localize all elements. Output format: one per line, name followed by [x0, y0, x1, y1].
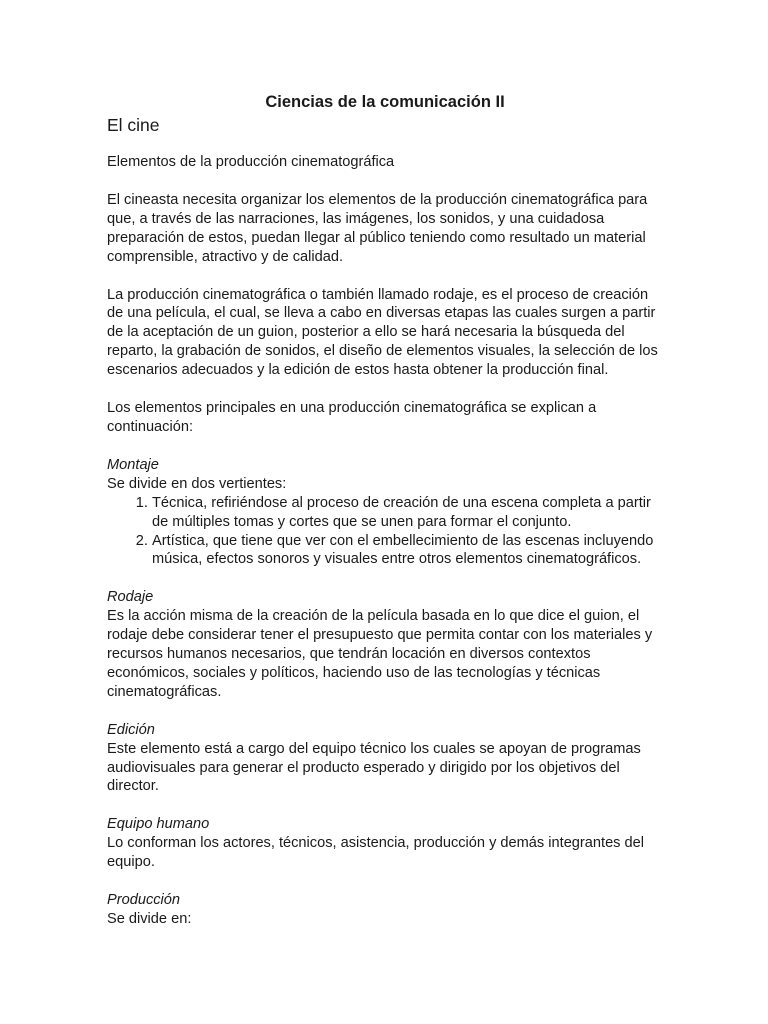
- montaje-list-item-1: 1. Técnica, refiriéndose al proceso de creación de una escena completa a partir de múltiples tomas y cortes que se unen para formar el conjunto.: [152, 494, 663, 532]
- equipo-text: Lo conforman los actores, técnicos, asistencia, producción y demás integrantes del equipo.: [107, 835, 645, 871]
- intro-paragraph-3: Los elementos principales en una producción cinematográfica se explican a continuación:: [107, 400, 597, 435]
- montaje-list: [107, 494, 663, 570]
- montaje-text: Se divide en dos vertientes:: [107, 475, 287, 492]
- document-title: Ciencias de la comunicación II: [265, 93, 505, 111]
- produccion-text: Se divide en:: [107, 911, 192, 927]
- intro-paragraph-1: El cineasta necesita organizar los elementos de la producción cinematográfica para que, a través de las narraciones, las imágenes, los sonidos, y una cuidadosa preparación de estos, puedan llegar al público teniendo como resultado un material comprensible, atractivo y de calidad.: [107, 191, 648, 265]
- edicion-heading: Edición: [107, 721, 155, 738]
- intro-paragraph-2: La producción cinematográfica o también llamado rodaje, es el proceso de creación de una película, el cual, se lleva a cabo en diversas etapas las cuales surgen a partir de la aceptación de un guion, posterior a ello se hará necesaria la búsqueda del reparto, la grabación de sonidos, el diseño de elementos visuales, la selección de los escenarios adecuados y la edición de estos hasta obtener la producción final.: [107, 286, 658, 379]
- document-page: [107, 91, 663, 929]
- rodaje-heading: Rodaje: [107, 589, 154, 606]
- rodaje-text: Es la acción misma de la creación de la película basada en lo que dice el guion, el rodaje debe considerar tener el presupuesto que permita contar con los materiales y recursos humanos necesarios, que tendrán locación en diversos contextos económicos, sociales y políticos, haciendo uso de las tecnologías y técnicas cinematográficas.: [107, 608, 653, 700]
- edicion-text: Este elemento está a cargo del equipo técnico los cuales se apoyan de programas audiovisuales para generar el producto esperado y dirigido por los objetivos del director.: [107, 740, 641, 795]
- montaje-heading: Montaje: [107, 456, 159, 473]
- document-subtitle: El cine: [107, 115, 160, 135]
- equipo-heading: Equipo humano: [107, 816, 210, 833]
- montaje-list-item-2: 2. Artística, que tiene que ver con el embellecimiento de las escenas incluyendo música, efectos sonoros y visuales entre otros elementos cinematográficos.: [152, 532, 663, 570]
- section-title: Elementos de la producción cinematográfica: [107, 154, 395, 170]
- produccion-heading: Producción: [107, 892, 181, 909]
